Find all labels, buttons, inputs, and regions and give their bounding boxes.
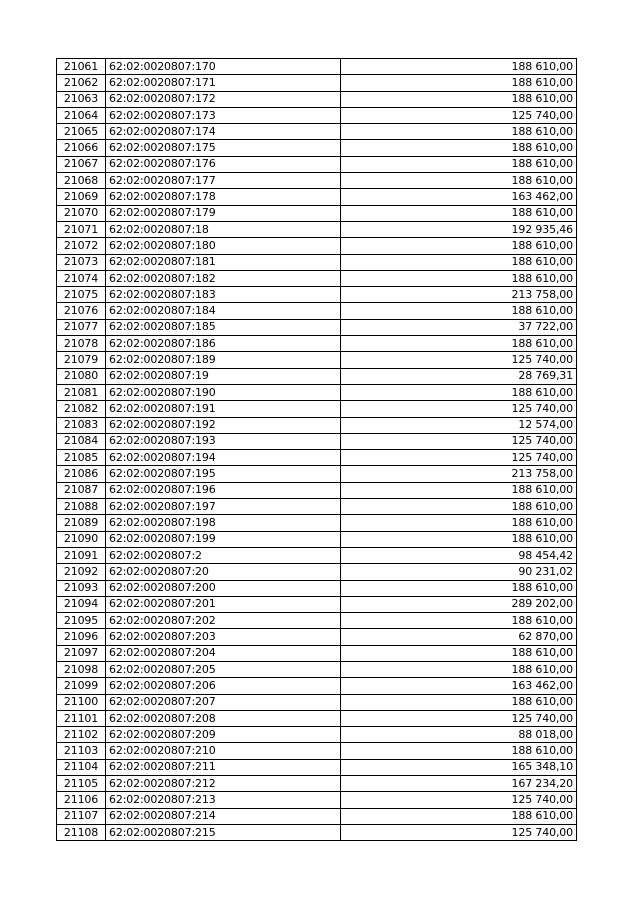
value-cell: 188 610,00 bbox=[341, 336, 577, 352]
row-number-cell: 21082 bbox=[57, 401, 106, 417]
row-number-cell: 21066 bbox=[57, 140, 106, 156]
value-cell: 188 610,00 bbox=[341, 140, 577, 156]
cadastral-number-cell: 62:02:0020807:186 bbox=[106, 336, 341, 352]
cadastral-number-cell: 62:02:0020807:20 bbox=[106, 564, 341, 580]
table-row bbox=[57, 613, 577, 629]
row-number-cell: 21108 bbox=[57, 824, 106, 840]
row-number-cell: 21068 bbox=[57, 173, 106, 189]
cadastral-number-cell: 62:02:0020807:192 bbox=[106, 417, 341, 433]
row-number-cell: 21084 bbox=[57, 433, 106, 449]
value-cell: 62 870,00 bbox=[341, 629, 577, 645]
table-row bbox=[57, 450, 577, 466]
table-row bbox=[57, 417, 577, 433]
value-cell: 188 610,00 bbox=[341, 173, 577, 189]
table-row bbox=[57, 270, 577, 286]
table-row bbox=[57, 466, 577, 482]
cadastral-number-cell: 62:02:0020807:170 bbox=[106, 59, 341, 75]
table-row bbox=[57, 238, 577, 254]
row-number-cell: 21074 bbox=[57, 270, 106, 286]
cadastral-number-cell: 62:02:0020807:191 bbox=[106, 401, 341, 417]
row-number-cell: 21095 bbox=[57, 613, 106, 629]
table-row bbox=[57, 596, 577, 612]
table-row bbox=[57, 254, 577, 270]
value-cell: 188 610,00 bbox=[341, 531, 577, 547]
row-number-cell: 21063 bbox=[57, 91, 106, 107]
table-row bbox=[57, 205, 577, 221]
value-cell: 188 610,00 bbox=[341, 238, 577, 254]
cadastral-number-cell: 62:02:0020807:199 bbox=[106, 531, 341, 547]
value-cell: 125 740,00 bbox=[341, 710, 577, 726]
row-number-cell: 21100 bbox=[57, 694, 106, 710]
table-body bbox=[57, 59, 577, 841]
value-cell: 188 610,00 bbox=[341, 613, 577, 629]
cadastral-number-cell: 62:02:0020807:189 bbox=[106, 352, 341, 368]
value-cell: 188 610,00 bbox=[341, 91, 577, 107]
value-cell: 125 740,00 bbox=[341, 107, 577, 123]
cadastral-number-cell: 62:02:0020807:211 bbox=[106, 759, 341, 775]
row-number-cell: 21102 bbox=[57, 727, 106, 743]
value-cell: 188 610,00 bbox=[341, 270, 577, 286]
cadastral-number-cell: 62:02:0020807:172 bbox=[106, 91, 341, 107]
cadastral-value-table bbox=[56, 58, 577, 841]
cadastral-number-cell: 62:02:0020807:185 bbox=[106, 319, 341, 335]
table-row bbox=[57, 221, 577, 237]
table-row bbox=[57, 808, 577, 824]
table-row bbox=[57, 743, 577, 759]
row-number-cell: 21090 bbox=[57, 531, 106, 547]
row-number-cell: 21069 bbox=[57, 189, 106, 205]
table-row bbox=[57, 368, 577, 384]
cadastral-number-cell: 62:02:0020807:210 bbox=[106, 743, 341, 759]
row-number-cell: 21089 bbox=[57, 515, 106, 531]
row-number-cell: 21104 bbox=[57, 759, 106, 775]
value-cell: 125 740,00 bbox=[341, 792, 577, 808]
value-cell: 28 769,31 bbox=[341, 368, 577, 384]
row-number-cell: 21062 bbox=[57, 75, 106, 91]
row-number-cell: 21064 bbox=[57, 107, 106, 123]
value-cell: 90 231,02 bbox=[341, 564, 577, 580]
cadastral-number-cell: 62:02:0020807:214 bbox=[106, 808, 341, 824]
cadastral-number-cell: 62:02:0020807:2 bbox=[106, 547, 341, 563]
cadastral-number-cell: 62:02:0020807:207 bbox=[106, 694, 341, 710]
table-row bbox=[57, 189, 577, 205]
row-number-cell: 21091 bbox=[57, 547, 106, 563]
table-row bbox=[57, 287, 577, 303]
cadastral-number-cell: 62:02:0020807:198 bbox=[106, 515, 341, 531]
cadastral-number-cell: 62:02:0020807:182 bbox=[106, 270, 341, 286]
value-cell: 188 610,00 bbox=[341, 694, 577, 710]
cadastral-number-cell: 62:02:0020807:215 bbox=[106, 824, 341, 840]
cadastral-number-cell: 62:02:0020807:180 bbox=[106, 238, 341, 254]
cadastral-number-cell: 62:02:0020807:200 bbox=[106, 580, 341, 596]
value-cell: 188 610,00 bbox=[341, 645, 577, 661]
cadastral-number-cell: 62:02:0020807:176 bbox=[106, 156, 341, 172]
cadastral-number-cell: 62:02:0020807:173 bbox=[106, 107, 341, 123]
row-number-cell: 21079 bbox=[57, 352, 106, 368]
table-row bbox=[57, 336, 577, 352]
cadastral-number-cell: 62:02:0020807:175 bbox=[106, 140, 341, 156]
row-number-cell: 21093 bbox=[57, 580, 106, 596]
row-number-cell: 21071 bbox=[57, 221, 106, 237]
value-cell: 125 740,00 bbox=[341, 401, 577, 417]
cadastral-number-cell: 62:02:0020807:174 bbox=[106, 124, 341, 140]
cadastral-number-cell: 62:02:0020807:190 bbox=[106, 384, 341, 400]
row-number-cell: 21086 bbox=[57, 466, 106, 482]
row-number-cell: 21097 bbox=[57, 645, 106, 661]
row-number-cell: 21098 bbox=[57, 661, 106, 677]
row-number-cell: 21078 bbox=[57, 336, 106, 352]
value-cell: 12 574,00 bbox=[341, 417, 577, 433]
value-cell: 188 610,00 bbox=[341, 75, 577, 91]
cadastral-number-cell: 62:02:0020807:206 bbox=[106, 678, 341, 694]
value-cell: 88 018,00 bbox=[341, 727, 577, 743]
value-cell: 163 462,00 bbox=[341, 189, 577, 205]
value-cell: 125 740,00 bbox=[341, 824, 577, 840]
table-row bbox=[57, 515, 577, 531]
table-row bbox=[57, 156, 577, 172]
cadastral-number-cell: 62:02:0020807:196 bbox=[106, 482, 341, 498]
cadastral-number-cell: 62:02:0020807:202 bbox=[106, 613, 341, 629]
value-cell: 167 234,20 bbox=[341, 776, 577, 792]
row-number-cell: 21094 bbox=[57, 596, 106, 612]
cadastral-number-cell: 62:02:0020807:201 bbox=[106, 596, 341, 612]
value-cell: 125 740,00 bbox=[341, 450, 577, 466]
value-cell: 213 758,00 bbox=[341, 466, 577, 482]
table-row bbox=[57, 792, 577, 808]
row-number-cell: 21101 bbox=[57, 710, 106, 726]
value-cell: 188 610,00 bbox=[341, 482, 577, 498]
table-row bbox=[57, 661, 577, 677]
value-cell: 188 610,00 bbox=[341, 499, 577, 515]
row-number-cell: 21067 bbox=[57, 156, 106, 172]
cadastral-number-cell: 62:02:0020807:208 bbox=[106, 710, 341, 726]
row-number-cell: 21080 bbox=[57, 368, 106, 384]
row-number-cell: 21096 bbox=[57, 629, 106, 645]
row-number-cell: 21061 bbox=[57, 59, 106, 75]
row-number-cell: 21065 bbox=[57, 124, 106, 140]
value-cell: 98 454,42 bbox=[341, 547, 577, 563]
value-cell: 213 758,00 bbox=[341, 287, 577, 303]
cadastral-number-cell: 62:02:0020807:178 bbox=[106, 189, 341, 205]
table-row bbox=[57, 319, 577, 335]
table-row bbox=[57, 384, 577, 400]
table-row bbox=[57, 59, 577, 75]
table-row bbox=[57, 499, 577, 515]
table-row bbox=[57, 173, 577, 189]
table-row bbox=[57, 531, 577, 547]
cadastral-number-cell: 62:02:0020807:203 bbox=[106, 629, 341, 645]
cadastral-number-cell: 62:02:0020807:213 bbox=[106, 792, 341, 808]
value-cell: 188 610,00 bbox=[341, 580, 577, 596]
cadastral-number-cell: 62:02:0020807:181 bbox=[106, 254, 341, 270]
row-number-cell: 21088 bbox=[57, 499, 106, 515]
row-number-cell: 21073 bbox=[57, 254, 106, 270]
table-row bbox=[57, 401, 577, 417]
row-number-cell: 21103 bbox=[57, 743, 106, 759]
cadastral-number-cell: 62:02:0020807:19 bbox=[106, 368, 341, 384]
table-row bbox=[57, 727, 577, 743]
row-number-cell: 21092 bbox=[57, 564, 106, 580]
table-row bbox=[57, 303, 577, 319]
table-row bbox=[57, 547, 577, 563]
value-cell: 163 462,00 bbox=[341, 678, 577, 694]
table-row bbox=[57, 352, 577, 368]
table-row bbox=[57, 482, 577, 498]
value-cell: 188 610,00 bbox=[341, 254, 577, 270]
table-row bbox=[57, 140, 577, 156]
table-row bbox=[57, 824, 577, 840]
cadastral-number-cell: 62:02:0020807:184 bbox=[106, 303, 341, 319]
value-cell: 125 740,00 bbox=[341, 433, 577, 449]
table-row bbox=[57, 694, 577, 710]
value-cell: 188 610,00 bbox=[341, 661, 577, 677]
cadastral-number-cell: 62:02:0020807:194 bbox=[106, 450, 341, 466]
value-cell: 188 610,00 bbox=[341, 743, 577, 759]
row-number-cell: 21105 bbox=[57, 776, 106, 792]
value-cell: 188 610,00 bbox=[341, 303, 577, 319]
cadastral-number-cell: 62:02:0020807:171 bbox=[106, 75, 341, 91]
table-row bbox=[57, 645, 577, 661]
cadastral-number-cell: 62:02:0020807:197 bbox=[106, 499, 341, 515]
row-number-cell: 21085 bbox=[57, 450, 106, 466]
row-number-cell: 21075 bbox=[57, 287, 106, 303]
value-cell: 289 202,00 bbox=[341, 596, 577, 612]
row-number-cell: 21083 bbox=[57, 417, 106, 433]
cadastral-number-cell: 62:02:0020807:212 bbox=[106, 776, 341, 792]
value-cell: 125 740,00 bbox=[341, 352, 577, 368]
table-row bbox=[57, 759, 577, 775]
value-cell: 188 610,00 bbox=[341, 808, 577, 824]
value-cell: 188 610,00 bbox=[341, 205, 577, 221]
table-row bbox=[57, 629, 577, 645]
table-row bbox=[57, 433, 577, 449]
cadastral-number-cell: 62:02:0020807:179 bbox=[106, 205, 341, 221]
value-cell: 188 610,00 bbox=[341, 384, 577, 400]
value-cell: 188 610,00 bbox=[341, 59, 577, 75]
table-row bbox=[57, 75, 577, 91]
table-row bbox=[57, 564, 577, 580]
value-cell: 37 722,00 bbox=[341, 319, 577, 335]
row-number-cell: 21081 bbox=[57, 384, 106, 400]
cadastral-number-cell: 62:02:0020807:18 bbox=[106, 221, 341, 237]
table-row bbox=[57, 678, 577, 694]
table-row bbox=[57, 710, 577, 726]
cadastral-number-cell: 62:02:0020807:209 bbox=[106, 727, 341, 743]
cadastral-number-cell: 62:02:0020807:205 bbox=[106, 661, 341, 677]
table-row bbox=[57, 776, 577, 792]
row-number-cell: 21070 bbox=[57, 205, 106, 221]
row-number-cell: 21087 bbox=[57, 482, 106, 498]
row-number-cell: 21099 bbox=[57, 678, 106, 694]
value-cell: 165 348,10 bbox=[341, 759, 577, 775]
cadastral-number-cell: 62:02:0020807:183 bbox=[106, 287, 341, 303]
row-number-cell: 21072 bbox=[57, 238, 106, 254]
value-cell: 188 610,00 bbox=[341, 156, 577, 172]
row-number-cell: 21076 bbox=[57, 303, 106, 319]
cadastral-number-cell: 62:02:0020807:193 bbox=[106, 433, 341, 449]
row-number-cell: 21077 bbox=[57, 319, 106, 335]
row-number-cell: 21106 bbox=[57, 792, 106, 808]
value-cell: 188 610,00 bbox=[341, 124, 577, 140]
table-row bbox=[57, 107, 577, 123]
cadastral-number-cell: 62:02:0020807:195 bbox=[106, 466, 341, 482]
row-number-cell: 21107 bbox=[57, 808, 106, 824]
cadastral-number-cell: 62:02:0020807:204 bbox=[106, 645, 341, 661]
table-row bbox=[57, 580, 577, 596]
value-cell: 192 935,46 bbox=[341, 221, 577, 237]
value-cell: 188 610,00 bbox=[341, 515, 577, 531]
cadastral-number-cell: 62:02:0020807:177 bbox=[106, 173, 341, 189]
table-row bbox=[57, 124, 577, 140]
table-row bbox=[57, 91, 577, 107]
